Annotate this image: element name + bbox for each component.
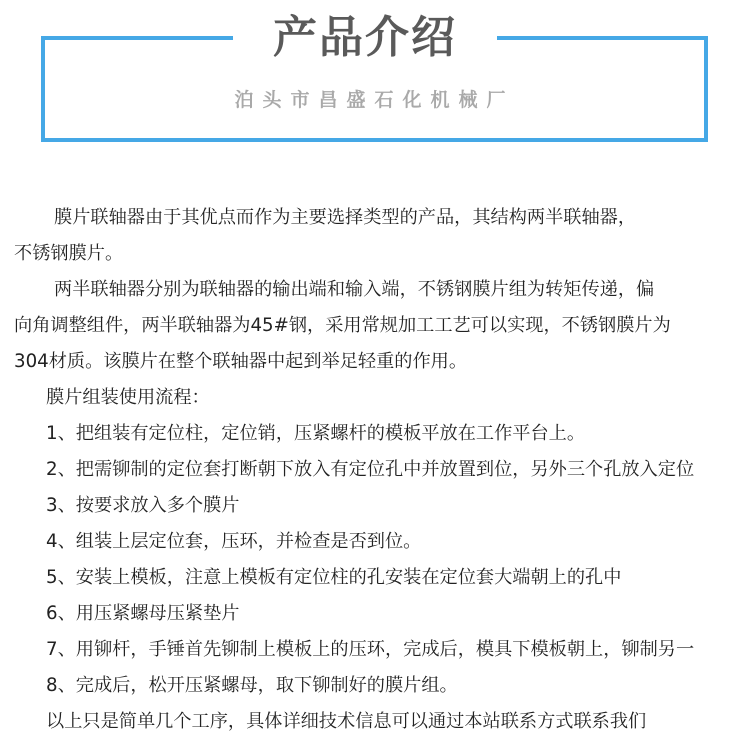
step-item: 2、把需铆制的定位套打断朝下放入有定位孔中并放置到位，另外三个孔放入定位 xyxy=(46,459,695,480)
company-name: 泊头市昌盛石化机械厂 xyxy=(234,89,515,111)
article-body xyxy=(14,200,750,740)
step-item: 4、组装上层定位套，压环，并检查是否到位。 xyxy=(46,531,422,552)
frame-top-right-line xyxy=(497,36,708,40)
closing-line: 以上只是简单几个工序，具体详细技术信息可以通过本站联系方式联系我们 xyxy=(46,711,647,732)
step-item: 8、完成后，松开压紧螺母，取下铆制好的膜片组。 xyxy=(46,675,458,696)
step-item: 1、把组装有定位柱，定位销，压紧螺杆的模板平放在工作平台上。 xyxy=(46,423,586,444)
process-heading: 膜片组装使用流程： xyxy=(46,387,210,408)
paragraph-line: 304材质。该膜片在整个联轴器中起到举足轻重的作用。 xyxy=(14,351,468,372)
step-item: 3、按要求放入多个膜片 xyxy=(46,495,240,516)
step-item: 6、用压紧螺母压紧垫片 xyxy=(46,603,240,624)
page-title: 产品介绍 xyxy=(273,12,457,63)
paragraph-line: 膜片联轴器由于其优点而作为主要选择类型的产品，其结构两半联轴器， xyxy=(54,207,637,228)
paragraph-line: 两半联轴器分别为联轴器的输出端和输入端，不锈钢膜片组为转矩传递，偏 xyxy=(54,279,655,300)
paragraph-line: 不锈钢膜片。 xyxy=(14,243,124,264)
step-item: 7、用铆杆，手锤首先铆制上模板上的压环，完成后，模具下模板朝上，铆制另一 xyxy=(46,639,695,660)
paragraph-line: 向角调整组件，两半联轴器为45#钢，采用常规加工工艺可以实现，不锈钢膜片为 xyxy=(14,315,671,336)
frame-top-left-line xyxy=(41,36,233,40)
step-item: 5、安装上模板，注意上模板有定位柱的孔安装在定位套大端朝上的孔中 xyxy=(46,567,622,588)
